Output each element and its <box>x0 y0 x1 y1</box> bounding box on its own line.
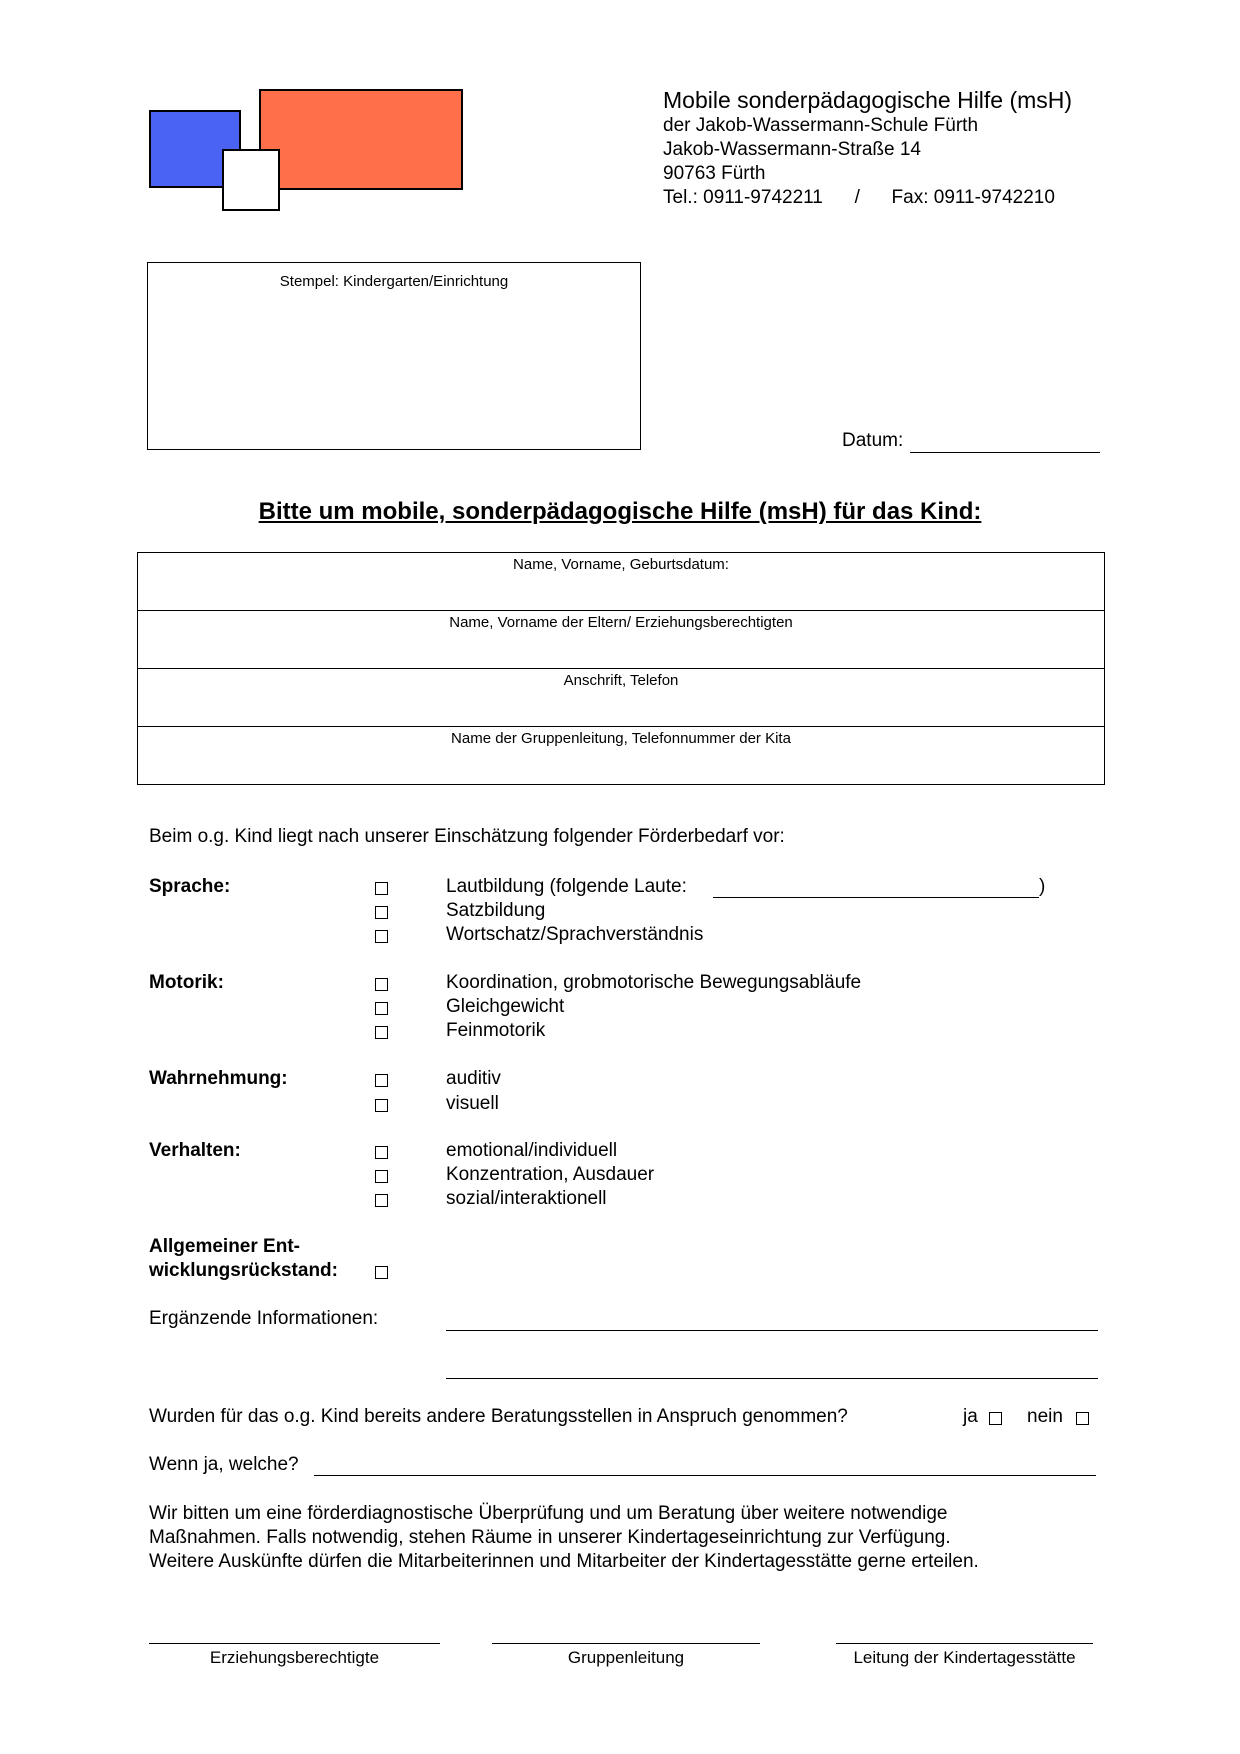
section-title-motorik: Motorik: <box>149 972 224 993</box>
section-title-verhalten: Verhalten: <box>149 1140 241 1161</box>
logo-red-square <box>259 89 463 190</box>
signature-label-guardian: Erziehungsberechtigte <box>209 1648 380 1667</box>
additional-info-line-1[interactable] <box>446 1330 1098 1331</box>
stamp-box[interactable] <box>147 262 641 450</box>
nein-label: nein <box>1027 1406 1063 1427</box>
additional-info-line-2[interactable] <box>446 1378 1098 1379</box>
logo-white-square <box>222 149 280 211</box>
checkbox-lautbildung[interactable] <box>375 882 388 895</box>
signature-line-kita-lead[interactable] <box>836 1643 1093 1644</box>
fax: Fax: 0911-9742210 <box>891 187 1055 208</box>
street: Jakob-Wassermann-Straße 14 <box>663 139 922 160</box>
info-row-label: Name, Vorname, Geburtsdatum: <box>513 556 729 573</box>
info-row-label: Name der Gruppenleitung, Telefonnummer der Kita <box>451 730 791 747</box>
checkbox-satzbildung[interactable] <box>375 906 388 919</box>
city: 90763 Fürth <box>663 163 766 184</box>
checkbox-gleichgewicht[interactable] <box>375 1002 388 1015</box>
school-name: der Jakob-Wassermann-Schule Fürth <box>663 115 979 136</box>
signature-label-group-lead: Gruppenleitung <box>567 1648 685 1667</box>
checkbox-emotional[interactable] <box>375 1146 388 1159</box>
info-row-address[interactable] <box>138 669 1104 727</box>
intro-text: Beim o.g. Kind liegt nach unserer Einschätzung folgender Förderbedarf vor: <box>149 826 785 847</box>
stamp-label: Stempel: Kindergarten/Einrichtung <box>279 273 509 290</box>
checkbox-wortschatz[interactable] <box>375 930 388 943</box>
checkbox-koordination[interactable] <box>375 978 388 991</box>
org-title: Mobile sonderpädagogische Hilfe (msH) <box>663 87 1073 113</box>
info-row-parents[interactable] <box>138 611 1104 669</box>
date-label: Datum: <box>842 430 904 451</box>
info-row-label: Name, Vorname der Eltern/ Erziehungsberechtigten <box>449 614 793 631</box>
item-satzbildung: Satzbildung <box>446 900 546 921</box>
item-visuell: visuell <box>446 1093 499 1114</box>
info-row-child[interactable] <box>138 553 1104 611</box>
tel: Tel.: 0911-9742211 <box>663 187 823 208</box>
section-title-wahrnehmung: Wahrnehmung: <box>149 1068 288 1089</box>
item-sozial: sozial/interaktionell <box>446 1188 607 1209</box>
date-field[interactable] <box>910 452 1100 453</box>
info-row-group-lead[interactable] <box>138 727 1104 784</box>
section-title-allgemein-1: Allgemeiner Ent- <box>149 1236 300 1257</box>
ja-label: ja <box>963 1406 978 1427</box>
request-paragraph <box>149 1502 1109 1574</box>
item-auditiv: auditiv <box>446 1068 501 1089</box>
checkbox-nein[interactable] <box>1076 1412 1089 1425</box>
checkbox-visuell[interactable] <box>375 1099 388 1112</box>
item-lautbildung: Lautbildung (folgende Laute: <box>446 876 687 897</box>
additional-info-label: Ergänzende Informationen: <box>149 1308 379 1329</box>
checkbox-entwicklungsrueckstand[interactable] <box>375 1266 388 1279</box>
paragraph-line: Weitere Auskünfte dürfen die Mitarbeiterinnen und Mitarbeiter der Kindertagesstätte gerne erteilen. <box>149 1551 979 1572</box>
item-emotional: emotional/individuell <box>446 1140 618 1161</box>
checkbox-feinmotorik[interactable] <box>375 1026 388 1039</box>
info-row-label: Anschrift, Telefon <box>563 672 679 689</box>
counseling-question: Wurden für das o.g. Kind bereits andere Beratungsstellen in Anspruch genommen? <box>149 1406 848 1427</box>
section-title-sprache: Sprache: <box>149 876 231 897</box>
which-field[interactable] <box>314 1475 1096 1476</box>
item-feinmotorik: Feinmotorik <box>446 1020 546 1041</box>
header-address <box>663 86 1072 210</box>
checkbox-konzentration[interactable] <box>375 1170 388 1183</box>
item-konzentration: Konzentration, Ausdauer <box>446 1164 655 1185</box>
item-koordination: Koordination, grobmotorische Bewegungsabläufe <box>446 972 862 993</box>
laute-field[interactable] <box>713 897 1039 898</box>
which-label: Wenn ja, welche? <box>149 1454 299 1475</box>
checkbox-sozial[interactable] <box>375 1194 388 1207</box>
child-info-table <box>137 552 1105 785</box>
form-heading: Bitte um mobile, sonderpädagogische Hilfe (msH) für das Kind: <box>258 498 982 525</box>
signature-line-guardian[interactable] <box>149 1643 440 1644</box>
item-gleichgewicht: Gleichgewicht <box>446 996 565 1017</box>
item-wortschatz: Wortschatz/Sprachverständnis <box>446 924 704 945</box>
signature-line-group-lead[interactable] <box>492 1643 760 1644</box>
close-paren: ) <box>1039 876 1046 897</box>
checkbox-auditiv[interactable] <box>375 1074 388 1087</box>
checkbox-ja[interactable] <box>989 1412 1002 1425</box>
section-title-allgemein-2: wicklungsrückstand: <box>149 1260 338 1281</box>
paragraph-line: Maßnahmen. Falls notwendig, stehen Räume in unserer Kindertageseinrichtung zur Verfügung. <box>149 1527 951 1548</box>
contact-row <box>663 186 1072 210</box>
signature-label-kita-lead: Leitung der Kindertagesstätte <box>853 1648 1076 1667</box>
separator: / <box>854 187 860 208</box>
paragraph-line: Wir bitten um eine förderdiagnostische Überprüfung und um Beratung über weitere notwendige <box>149 1503 948 1524</box>
